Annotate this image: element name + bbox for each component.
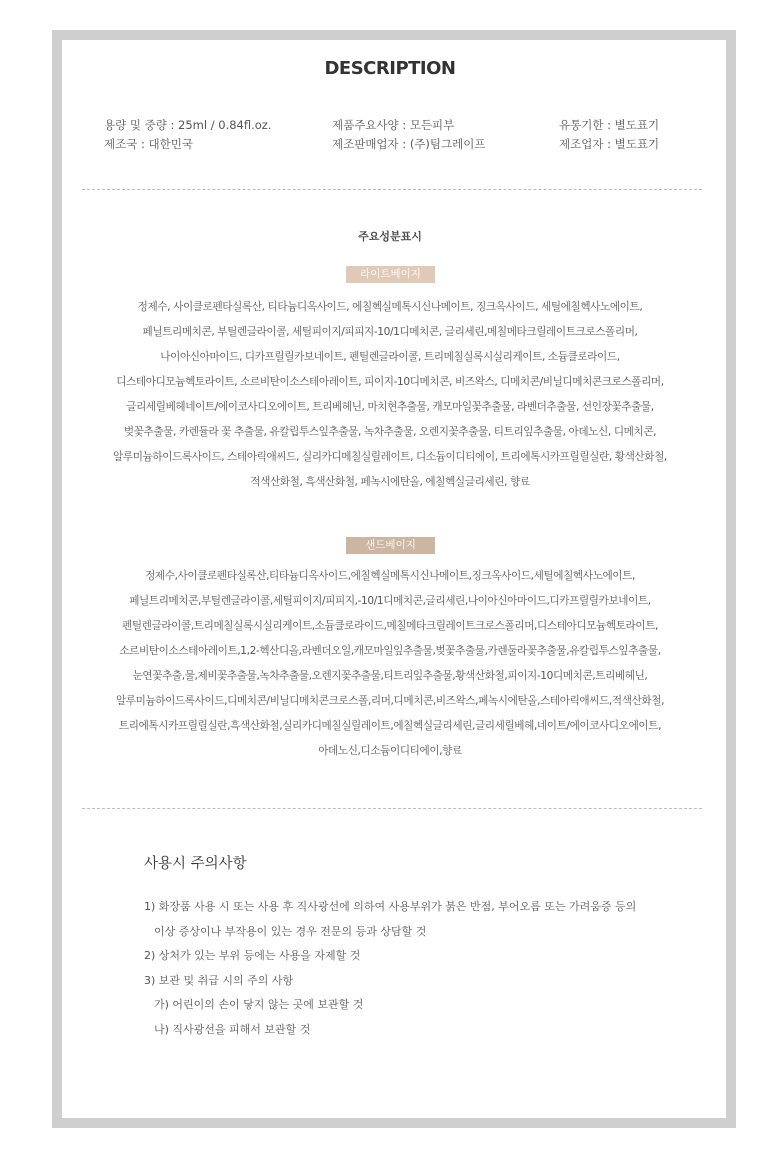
ingredient-line: 글리세릴베헤네이트/에이코사디오에이트, 트리베헤닌, 마치현추출물, 캐모마일꽃추출물, 라벤더추출물, 선인장꽃추출물,: [126, 401, 654, 413]
cautions-title: 사용시 주의사항: [144, 856, 247, 872]
ingredient-line: 벚꽃추출물, 카렌듈라 꽃 추출물, 유칼립투스잎추출물, 녹차추출물, 오렌지꽃추출물, 티트리잎추출물, 아데노신, 디메치콘,: [123, 426, 657, 438]
divider-top: [82, 189, 702, 190]
caution-line: 이상 증상이나 부작용이 있는 경우 전문의 등과 상담할 것: [154, 924, 427, 938]
caution-line: 3) 보관 및 취급 시의 주의 사항: [144, 973, 294, 987]
ingredient-line: 아데노신,디소듐이디티에이,향료: [318, 745, 462, 757]
ingredient-line: 눈연꽃추출,물,제비꽃추출물,녹차추출물,오렌지꽃추출물,티트리잎추출물,황색산화철,피이지-10디메치콘,트리베헤닌,: [132, 670, 648, 682]
ingredient-line: 트리에톡시카프릴릴실란,흑색산화철,실리카디메칠실릴레이트,에칠헥실글리세린,글리세릴베헤,네이트/에이코사디오에이트,: [118, 720, 662, 732]
ingredients-sand-beige: [72, 564, 708, 764]
divider-bottom: [82, 808, 702, 809]
page-title: DESCRIPTION: [324, 58, 456, 79]
caution-line: 가) 어린이의 손이 닿지 않는 곳에 보관할 것: [154, 998, 364, 1011]
spec-skin-type: 제품주요사양 : 모든피부: [332, 118, 455, 132]
ingredient-line: 정제수, 사이클로펜타실록산, 티타늄디옥사이드, 에칠헥실메톡시신나메이트, 징크옥사이드, 세틸에칠헥사노에이트,: [137, 301, 643, 313]
ingredient-line: 페닐트리메치콘, 부틸렌글라이콜, 세틸피이지/피피지-10/1디메치콘, 글리세린,메칠메타크릴레이트크로스폴리머,: [142, 326, 638, 338]
badge-light-beige: 라이트베이지: [346, 266, 435, 283]
ingredient-line: 펜틸렌글라이콜,트리메칠실록시실리케이트,소듐클로라이드,메칠메타크릴레이트크로스폴리머,디스테아디모늄헥토라이트,: [121, 620, 658, 632]
ingredient-line: 알루미늄하이드록사이드,디메치콘/비닐디메치콘크로스폴,리머,디메치콘,비즈왁스,페녹시에탄올,스테아릭애씨드,적색산화철,: [115, 695, 665, 707]
ingredient-line: 알루미늄하이드록사이드, 스테아릭애씨드, 실리카디메칠실릴레이트, 디소듐이디티에이, 트리에톡시카프릴릴실란, 황색산화철,: [113, 451, 667, 463]
caution-line: 나) 직사광선을 피해서 보관할 것: [154, 1022, 311, 1036]
ingredient-line: 소르비탄이소스테아레이트,1,2-헥산디올,라벤더오일,캐모마일잎추출물,벚꽃추출물,카렌둘라꽃추출물,유칼립투스잎추출물,: [119, 645, 661, 657]
caution-line: 2) 상처가 있는 부위 등에는 사용을 자제할 것: [144, 949, 361, 962]
badge-sand-beige: 샌드베이지: [346, 537, 435, 554]
spec-manufacturer: 제조업자 : 별도표기: [559, 137, 660, 151]
spec-expiry: 유통기한 : 별도표기: [559, 118, 660, 132]
caution-line: 1) 화장품 사용 시 또는 사용 후 직사광선에 의하여 사용부위가 붉은 반점, 부어오름 또는 가려움증 등의: [144, 900, 637, 913]
ingredients-light-beige: [72, 295, 708, 495]
ingredients-title: 주요성분표시: [358, 230, 422, 243]
ingredient-line: 디스테아디모늄헥토라이트, 소르비탄이소스테아레이트, 피이지-10디메치콘, 비즈왁스, 디메치콘/비닐디메치콘크로스폴리머,: [116, 376, 664, 388]
ingredient-line: 나이아신아마이드, 디카프릴릴카보네이트, 펜틸렌글라이콜, 트리메칠실록시실리케이트, 소듐클로라이드,: [160, 351, 620, 363]
ingredient-line: 페닐트리메치콘,부틸렌글라이콜,세틸피이지/피피지,-10/1디메치콘,글리세린,나이아신아마이드,디카프릴릴카보네이트,: [129, 595, 651, 607]
ingredient-line: 적색산화철, 흑색산화철, 페녹시에탄올, 에칠헥실글리세린, 향료: [250, 476, 530, 488]
cautions-list: [144, 895, 636, 1042]
ingredient-line: 정제수,사이클로펜타실록산,티타늄디옥사이드,에칠헥실메톡시신나메이트,징크옥사이드,세틸에칠헥사노에이트,: [145, 570, 635, 582]
spec-capacity: 용량 및 중량 : 25ml / 0.84fl.oz.: [104, 118, 272, 132]
spec-origin: 제조국 : 대한민국: [104, 137, 193, 151]
spec-seller: 제조판매업자 : (주)팀그레이프: [332, 137, 486, 151]
